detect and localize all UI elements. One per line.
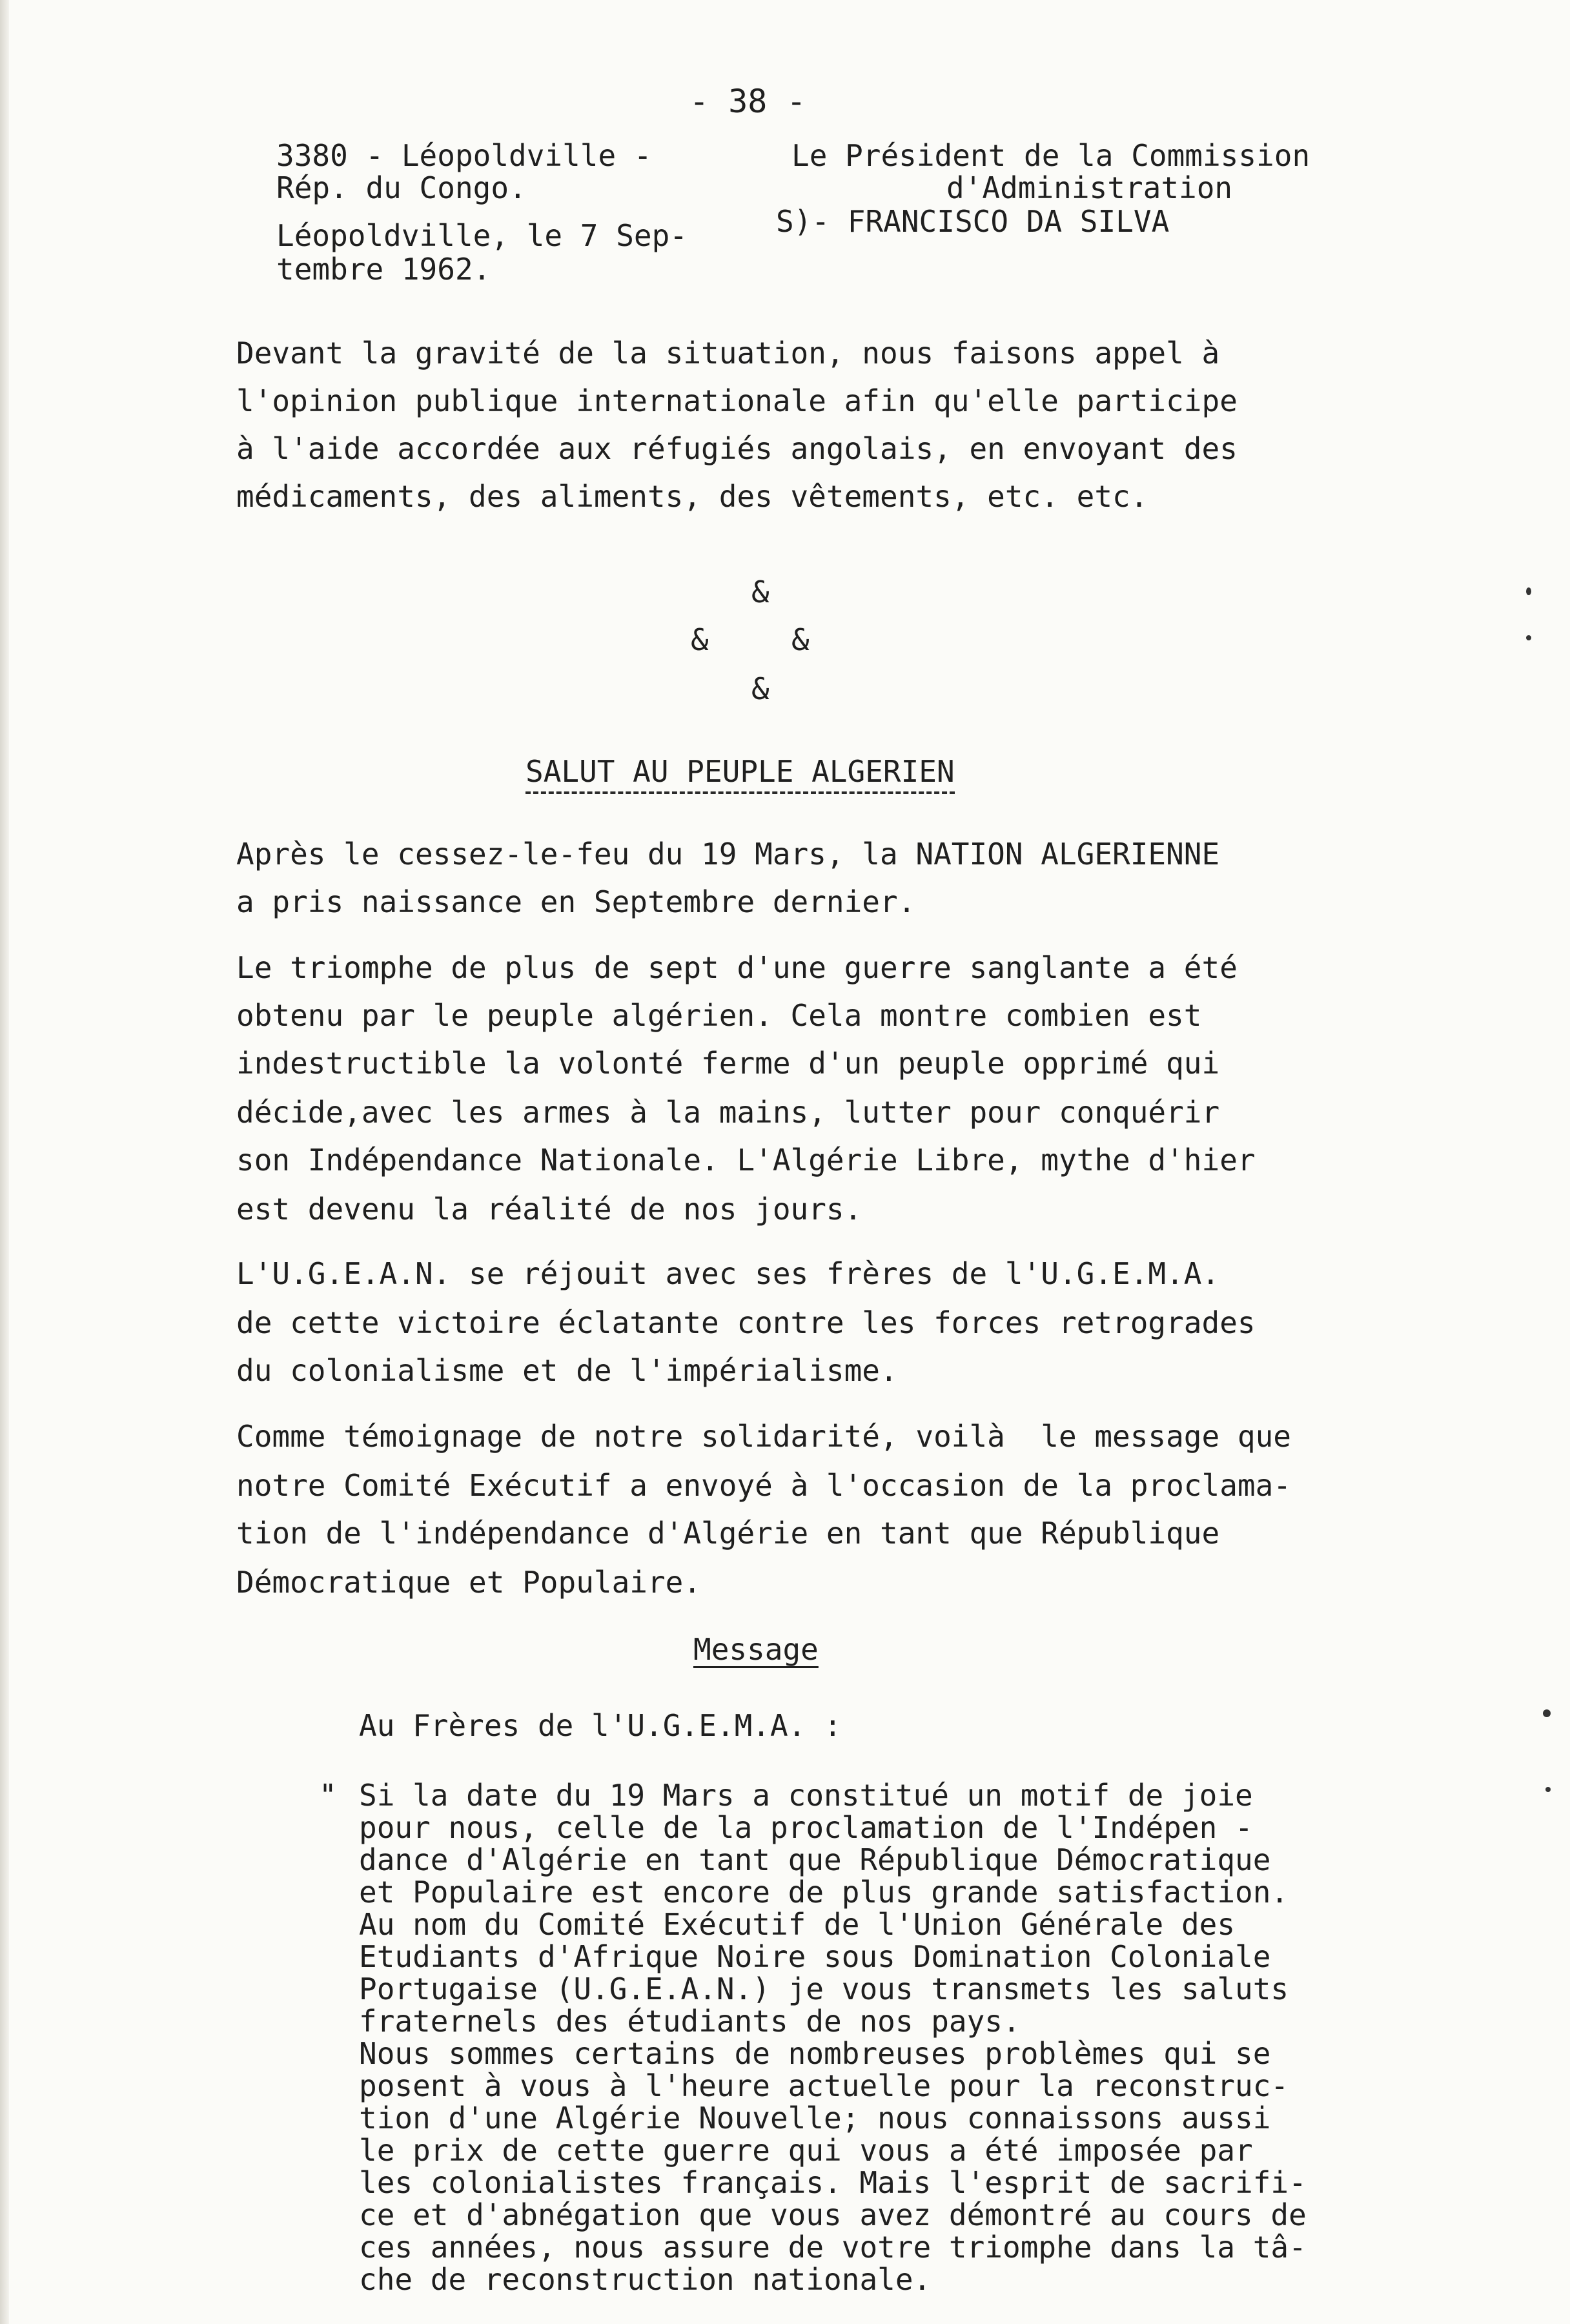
paragraph-4-line-4: Démocratique et Populaire. <box>236 1565 702 1600</box>
message-line-12: le prix de cette guerre qui vous a été imposée par <box>359 2133 1253 2168</box>
paragraph-3-line-2: de cette victoire éclatante contre les forces retrogrades <box>236 1305 1256 1340</box>
scan-speck <box>1526 635 1531 640</box>
header-right-line-3: S)- FRANCISCO DA SILVA <box>776 204 1170 239</box>
paragraph-4-line-1: Comme témoignage de notre solidarité, voilà le message que <box>236 1419 1291 1454</box>
page-number: - 38 - <box>689 83 806 120</box>
message-line-1: Si la date du 19 Mars a constitué un motif de joie <box>359 1778 1253 1813</box>
header-left-line-3: Léopoldville, le 7 Sep- <box>276 218 688 253</box>
scan-edge <box>0 0 9 2324</box>
header-left-line-4: tembre 1962. <box>276 252 491 287</box>
message-line-15: ces années, nous assure de votre triomphe dans la tâ- <box>359 2230 1307 2265</box>
message-line-6: Etudiants d'Afrique Noire sous Domination Coloniale <box>359 1939 1271 1974</box>
paragraph-3-line-1: L'U.G.E.A.N. se réjouit avec ses frères de l'U.G.E.M.A. <box>236 1256 1220 1291</box>
message-salutation: Au Frères de l'U.G.E.M.A. : <box>359 1708 842 1743</box>
paragraph-2-line-2: obtenu par le peuple algérien. Cela montre combien est <box>236 998 1202 1033</box>
section-title: SALUT AU PEUPLE ALGERIEN <box>525 754 955 794</box>
paragraph-2-line-3: indestructible la volonté ferme d'un peuple opprimé qui <box>236 1046 1220 1081</box>
paragraph-2-line-4: décide,avec les armes à la mains, lutter pour conquérir <box>236 1095 1220 1130</box>
appeal-line-2: l'opinion publique internationale afin qu'elle participe <box>236 383 1238 418</box>
message-line-7: Portugaise (U.G.E.A.N.) je vous transmets les saluts <box>359 1972 1289 2006</box>
paragraph-1-line-2: a pris naissance en Septembre dernier. <box>236 884 916 919</box>
paragraph-4-line-3: tion de l'indépendance d'Algérie en tant que République <box>236 1516 1220 1551</box>
message-line-2: pour nous, celle de la proclamation de l'Indépen - <box>359 1810 1253 1845</box>
separator-mark-right: & <box>791 622 810 657</box>
paragraph-2-line-1: Le triomphe de plus de sept d'une guerre sanglante a été <box>236 950 1238 985</box>
paragraph-1-line-1: Après le cessez-le-feu du 19 Mars, la NATION ALGERIENNE <box>236 837 1220 872</box>
separator-mark-left: & <box>691 622 709 657</box>
appeal-line-3: à l'aide accordée aux réfugiés angolais, en envoyant des <box>236 431 1238 466</box>
paragraph-3-line-3: du colonialisme et de l'impérialisme. <box>236 1353 898 1388</box>
scan-speck <box>1526 587 1531 595</box>
appeal-line-4: médicaments, des aliments, des vêtements, etc. etc. <box>236 479 1148 514</box>
message-line-9: Nous sommes certains de nombreuses problèmes qui se <box>359 2036 1271 2071</box>
paragraph-4-line-2: notre Comité Exécutif a envoyé à l'occasion de la proclama- <box>236 1468 1291 1503</box>
separator-mark-top: & <box>751 575 770 609</box>
paragraph-2-line-6: est devenu la réalité de nos jours. <box>236 1192 862 1227</box>
paragraph-2-line-5: son Indépendance Nationale. L'Algérie Libre, mythe d'hier <box>236 1143 1256 1177</box>
message-quote-mark: " <box>319 1778 337 1813</box>
message-line-13: les colonialistes français. Mais l'esprit de sacrifi- <box>359 2165 1307 2200</box>
message-title: Message <box>693 1632 819 1667</box>
header-left-line-1: 3380 - Léopoldville - <box>276 138 652 173</box>
message-line-14: ce et d'abnégation que vous avez démontré au cours de <box>359 2197 1307 2232</box>
message-line-16: che de reconstruction nationale. <box>359 2262 932 2297</box>
message-line-8: fraternels des étudiants de nos pays. <box>359 2004 1021 2039</box>
message-line-5: Au nom du Comité Exécutif de l'Union Générale des <box>359 1907 1236 1942</box>
header-right-line-1: Le Président de la Commission <box>791 138 1310 173</box>
message-line-3: dance d'Algérie en tant que République Démocratique <box>359 1842 1271 1877</box>
scan-speck <box>1543 1709 1551 1717</box>
separator-mark-bottom: & <box>751 671 770 706</box>
appeal-line-1: Devant la gravité de la situation, nous faisons appel à <box>236 336 1220 371</box>
message-line-10: posent à vous à l'heure actuelle pour la reconstruc- <box>359 2068 1289 2103</box>
header-right-line-2: d'Administration <box>946 170 1233 205</box>
header-left-line-2: Rép. du Congo. <box>276 170 527 205</box>
scan-speck <box>1545 1787 1551 1792</box>
message-line-4: et Populaire est encore de plus grande satisfaction. <box>359 1875 1289 1910</box>
message-line-11: tion d'une Algérie Nouvelle; nous connaissons aussi <box>359 2101 1271 2135</box>
